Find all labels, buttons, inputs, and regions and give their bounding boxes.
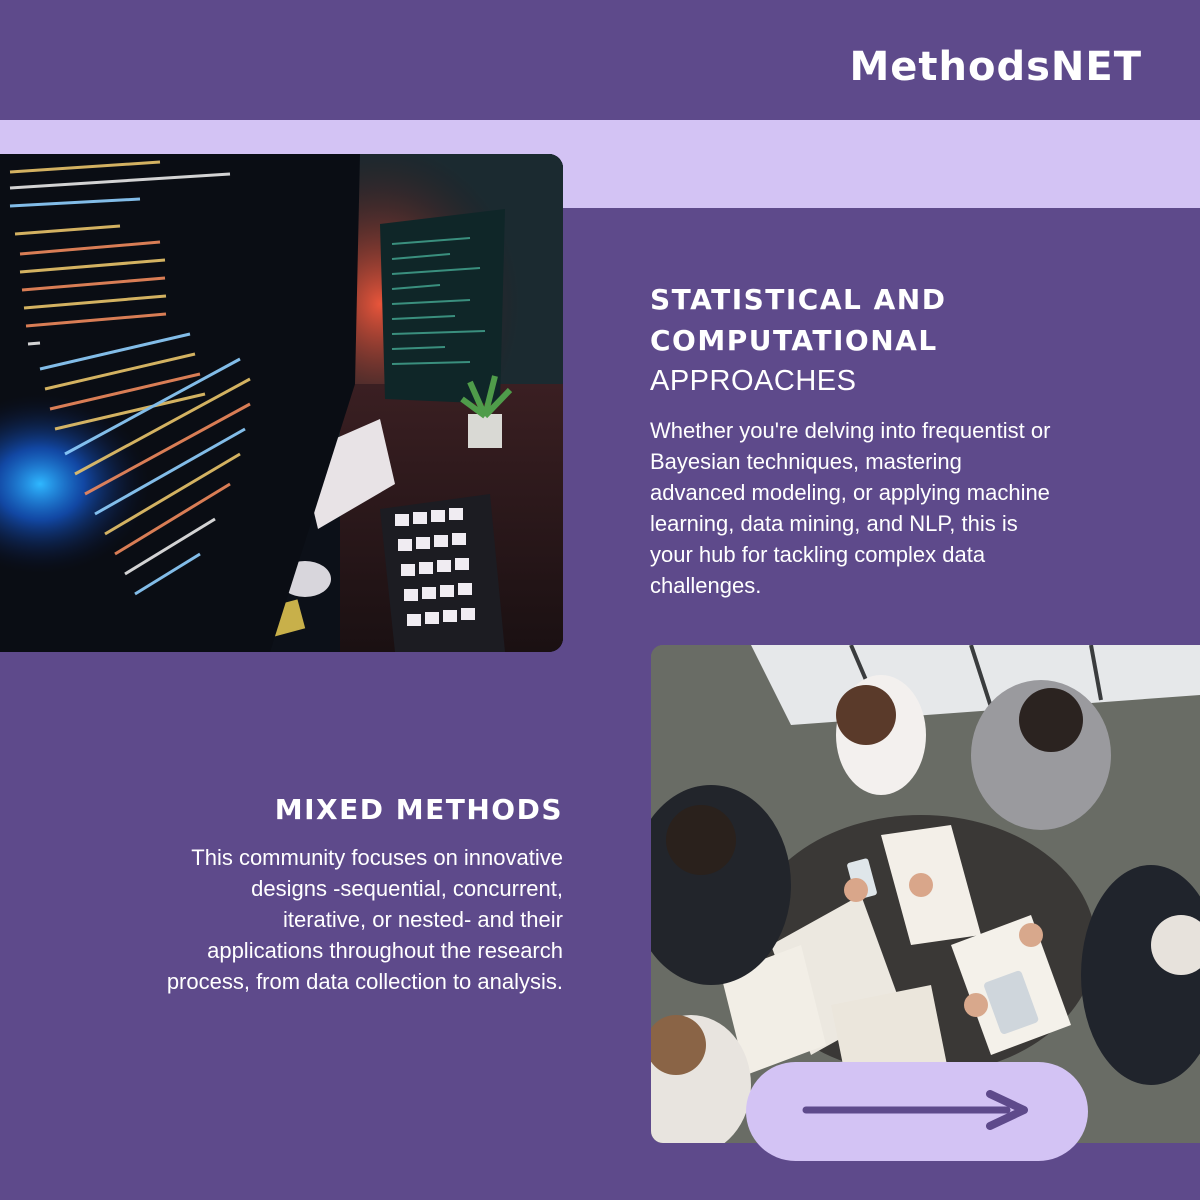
- statistical-approaches-heading: [650, 279, 946, 402]
- heading-line-3: APPROACHES: [650, 365, 857, 397]
- next-arrow-button[interactable]: [746, 1062, 1088, 1161]
- brand-logo: MethodsNET: [849, 44, 1142, 90]
- statistical-approaches-description: Whether you're delving into frequentist or Bayesian techniques, mastering advanced modeling, or applying machine learning, data mining, and NLP, this is your hub for tackling complex data challenges.: [650, 418, 1051, 598]
- heading-line-2: COMPUTATIONAL: [650, 324, 938, 357]
- arrow-right-icon: [802, 1090, 1032, 1133]
- mixed-methods-description: This community focuses on innovative designs -sequential, concurrent, iterative, or nested- and their applications throughout the research process, from data collection to analysis.: [166, 845, 563, 994]
- code-on-monitor-photo: [0, 154, 563, 652]
- mixed-methods-heading: MIXED METHODS: [274, 793, 563, 826]
- heading-line-1: STATISTICAL AND: [650, 283, 947, 316]
